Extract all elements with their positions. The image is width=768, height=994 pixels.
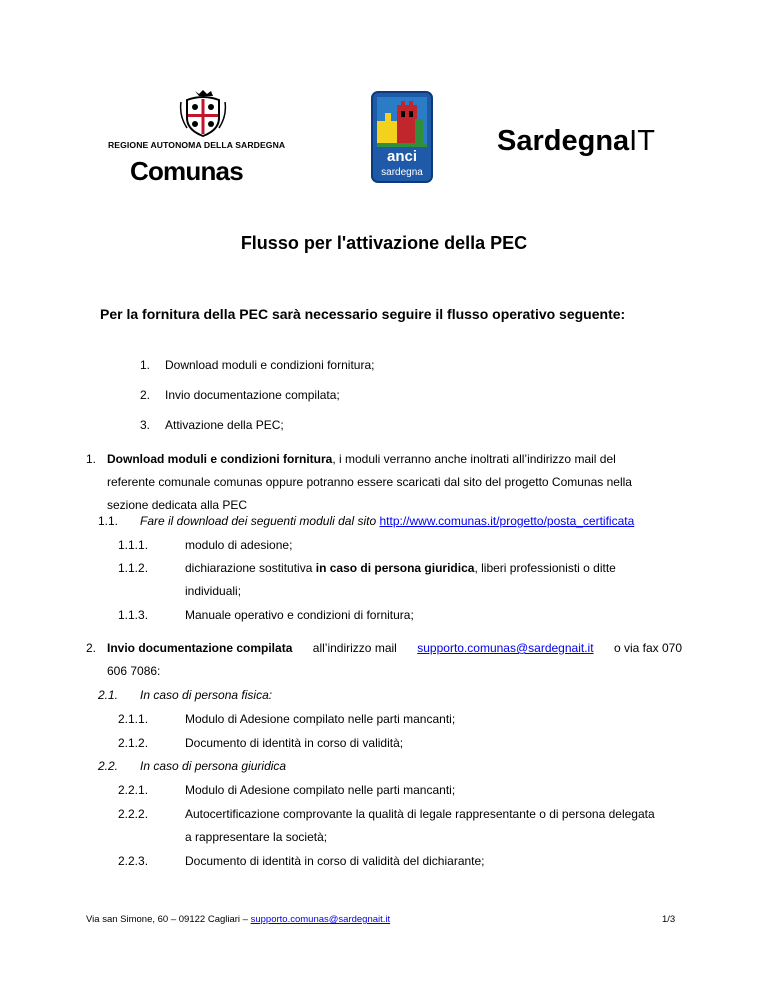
overview-num-3: 3. [140,418,151,432]
item-1-1-2-num: 1.1.2. [118,561,149,575]
item-2-1-2-text: Documento di identità in corso di validità; [185,736,404,750]
section1-line1 [107,452,616,466]
section2-sub2-text: In caso di persona giuridica [140,759,287,773]
sardegnait-logo-bold: Sardegna [497,125,630,157]
section2-sub1-text: In caso di persona fisica: [140,688,273,702]
comunas-pec-link[interactable]: http://www.comunas.it/progetto/posta_certificata [379,514,635,528]
item-1-1-3-text: Manuale operativo e condizioni di fornitura; [185,608,414,622]
footer-address-text: Via san Simone, 60 – 09122 Cagliari – [86,914,251,925]
item-2-2-2-line2: a rappresentare la società; [185,830,328,844]
section2-text-a: all’indirizzo mail [312,641,397,655]
sardinia-coat-of-arms-icon [177,88,229,138]
page-number: 1/3 [662,914,676,925]
item-2-1-1-text: Modulo di Adesione compilato nelle parti mancanti; [185,712,456,726]
item-1-1-3-num: 1.1.3. [118,608,149,622]
item-2-2-2-num: 2.2.2. [118,807,149,821]
sardegnait-logo-light: IT [629,125,655,157]
item-2-1-1-num: 2.1.1. [118,712,149,726]
intro-text: Per la fornitura della PEC sarà necessario seguire il flusso operativo seguente: [100,306,626,322]
section1-sub-text: Fare il download dei seguenti moduli dal sito [140,514,380,528]
section2-line2: 606 7086: [107,664,161,678]
sardegnait-logo [497,125,655,158]
overview-num-2: 2. [140,388,151,402]
item-2-2-1-text: Modulo di Adesione compilato nelle parti mancanti; [185,783,456,797]
document-title: Flusso per l'attivazione della PEC [240,233,528,253]
section1-num: 1. [86,452,97,466]
section2-num: 2. [86,641,97,655]
section1-line2: referente comunale comunas oppure potranno essere scaricati dal sito del progetto Comunas nella [107,475,632,489]
overview-num-1: 1. [140,358,151,372]
anci-text: anci [386,148,418,165]
footer-address [86,914,390,925]
section1-sub-line [140,514,634,528]
item-2-2-3-num: 2.2.3. [118,854,149,868]
section1-line3: sezione dedicata alla PEC [107,498,248,512]
overview-item-2: Invio documentazione compilata; [165,388,340,402]
item-1-1-2-text-b: , liberi professionisti o ditte [474,561,616,575]
item-2-2-2-line1: Autocertificazione comprovante la qualità di legale rappresentante o di persona delegata [185,807,655,821]
item-1-1-1-text: modulo di adesione; [185,538,293,552]
item-1-1-2-line1 [185,561,616,575]
section1-title: Download moduli e condizioni fornitura [107,452,333,466]
section1-text-1: , i moduli verranno anche inoltrati all’indirizzo mail del [332,452,616,466]
footer-email-link[interactable]: supporto.comunas@sardegnait.it [250,914,391,925]
section2-sub1-num: 2.1. [98,688,119,702]
item-2-2-3-text: Documento di identità in corso di validità del dichiarante; [185,854,485,868]
item-1-1-2-line2: individuali; [185,584,242,598]
anci-tower-icon [371,91,433,183]
anci-sub-text: sardegna [381,167,423,178]
section2-line1 [107,641,682,655]
item-1-1-1-num: 1.1.1. [118,538,149,552]
anci-logo [371,91,433,188]
comunas-logo-text: Comunas [130,156,243,186]
region-name: REGIONE AUTONOMA DELLA SARDEGNA [108,140,286,150]
overview-item-1: Download moduli e condizioni fornitura; [165,358,375,372]
item-1-1-2-bold: in caso di persona giuridica [315,561,475,575]
overview-item-3: Attivazione della PEC; [165,418,284,432]
item-1-1-2-text-a: dichiarazione sostitutiva [185,561,316,575]
section1-sub-num: 1.1. [98,514,119,528]
section2-sub2-num: 2.2. [98,759,119,773]
support-email-link[interactable]: supporto.comunas@sardegnait.it [417,641,594,655]
section2-title: Invio documentazione compilata [107,641,293,655]
section2-text-b: o via fax 070 [613,641,682,655]
item-2-1-2-num: 2.1.2. [118,736,149,750]
item-2-2-1-num: 2.2.1. [118,783,149,797]
